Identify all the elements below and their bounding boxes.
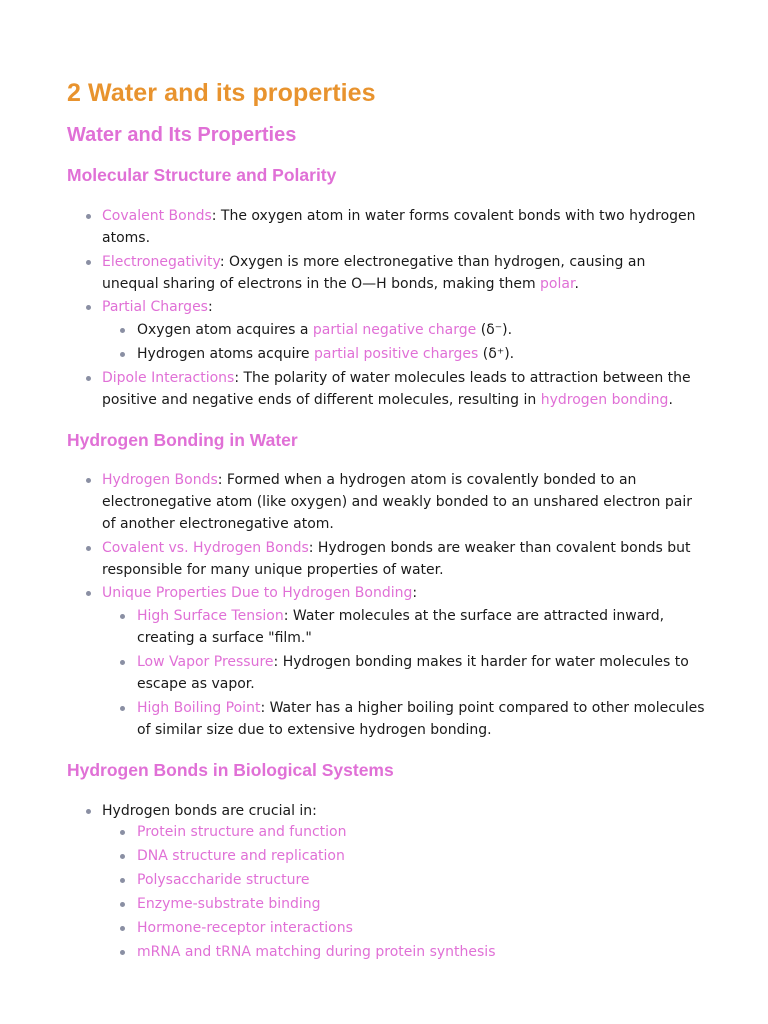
- term-mrna-trna: mRNA and tRNA matching during protein synthesis: [137, 944, 496, 960]
- term-partial-charges: Partial Charges: [102, 299, 208, 315]
- sub-list-item: [120, 845, 706, 867]
- section-heading-hydrogen-bonding: Hydrogen Bonding in Water: [67, 430, 298, 450]
- list-item: [86, 251, 706, 295]
- term-polar: polar: [540, 275, 575, 292]
- item-text: : The polarity of water molecules leads to attraction between the positive and negative ends of different molecules, resulting in: [102, 370, 691, 408]
- term-dna-structure: DNA structure and replication: [137, 848, 345, 864]
- term-dipole-interactions: Dipole Interactions: [102, 370, 235, 386]
- section-heading-molecular-structure: Molecular Structure and Polarity: [67, 165, 337, 185]
- term-hydrogen-bonding: hydrogen bonding: [540, 392, 669, 408]
- term-partial-negative-charge: partial negative charge: [312, 322, 477, 338]
- term-hormone-receptor: Hormone-receptor interactions: [137, 920, 353, 936]
- term-polysaccharide-structure: Polysaccharide structure: [137, 872, 310, 888]
- item-tail: .: [574, 275, 579, 292]
- sub-list-item: [120, 651, 706, 695]
- item-text: : Water has a higher boiling point compared to other molecules of similar size due to extensive hydrogen bonding.: [137, 700, 705, 738]
- item-text: : Hydrogen bonding makes it harder for water molecules to escape as vapor.: [137, 654, 689, 692]
- list-item: [86, 469, 706, 535]
- biological-uses-sublist: [120, 821, 706, 963]
- item-tail: .: [668, 392, 673, 408]
- list-item: [86, 367, 706, 411]
- sub-list-item: [120, 343, 706, 365]
- section-heading-biological-systems: Hydrogen Bonds in Biological Systems: [67, 760, 394, 780]
- item-text: : Oxygen is more electronegative than hydrogen, causing an unequal sharing of electrons in the O—H bonds, making them: [102, 253, 646, 292]
- term-low-vapor-pressure: Low Vapor Pressure: [137, 654, 274, 670]
- page-title: 2 Water and its properties: [67, 79, 376, 107]
- term-high-boiling-point: High Boiling Point: [137, 700, 261, 716]
- list-item: [86, 205, 706, 249]
- item-text: : Hydrogen bonds are weaker than covalent bonds but responsible for many unique properties of water.: [102, 539, 691, 578]
- sub-list-item: [120, 917, 706, 939]
- term-enzyme-substrate: Enzyme-substrate binding: [137, 896, 321, 912]
- item-text: :: [207, 299, 213, 315]
- term-electronegativity: Electronegativity: [102, 253, 220, 270]
- list-item: [86, 800, 706, 963]
- sub-list-item: [120, 941, 706, 963]
- item-text: Hydrogen bonds are crucial in:: [102, 803, 317, 819]
- list-item: [86, 537, 706, 581]
- item-text: : Water molecules at the surface are attracted inward, creating a surface "film.": [137, 608, 665, 646]
- item-text: Oxygen atom acquires a: [137, 322, 313, 338]
- sub-list-item: [120, 869, 706, 891]
- biological-systems-list: [86, 800, 706, 965]
- term-partial-positive-charges: partial positive charges: [314, 346, 479, 362]
- item-text: Hydrogen atoms acquire: [137, 346, 314, 362]
- item-text: : The oxygen atom in water forms covalent bonds with two hydrogen atoms.: [102, 208, 696, 246]
- sub-list-item: [120, 821, 706, 843]
- item-tail: (δ⁺).: [478, 346, 515, 362]
- item-tail: (δ⁻).: [476, 322, 513, 338]
- sub-list-item: [120, 697, 706, 741]
- unique-properties-sublist: [120, 605, 706, 741]
- term-unique-properties: Unique Properties Due to Hydrogen Bonding: [102, 585, 413, 601]
- sub-list-item: [120, 319, 706, 341]
- list-item: [86, 296, 706, 365]
- term-protein-structure: Protein structure and function: [137, 824, 347, 840]
- term-high-surface-tension: High Surface Tension: [137, 608, 284, 624]
- item-text: :: [412, 585, 418, 601]
- term-hydrogen-bonds: Hydrogen Bonds: [102, 472, 218, 488]
- partial-charges-sublist: [120, 319, 706, 365]
- item-text: : Formed when a hydrogen atom is covalently bonded to an electronegative atom (like oxygen) and weakly bonded to an unshared electron pair of another electronegative atom.: [102, 472, 692, 532]
- list-item: [86, 582, 706, 741]
- term-covalent-vs-hydrogen: Covalent vs. Hydrogen Bonds: [102, 539, 309, 556]
- sub-list-item: [120, 893, 706, 915]
- page-subtitle: Water and Its Properties: [67, 124, 297, 146]
- molecular-structure-list: [86, 205, 706, 413]
- sub-list-item: [120, 605, 706, 649]
- term-covalent-bonds: Covalent Bonds: [102, 208, 212, 224]
- hydrogen-bonding-list: [86, 469, 706, 743]
